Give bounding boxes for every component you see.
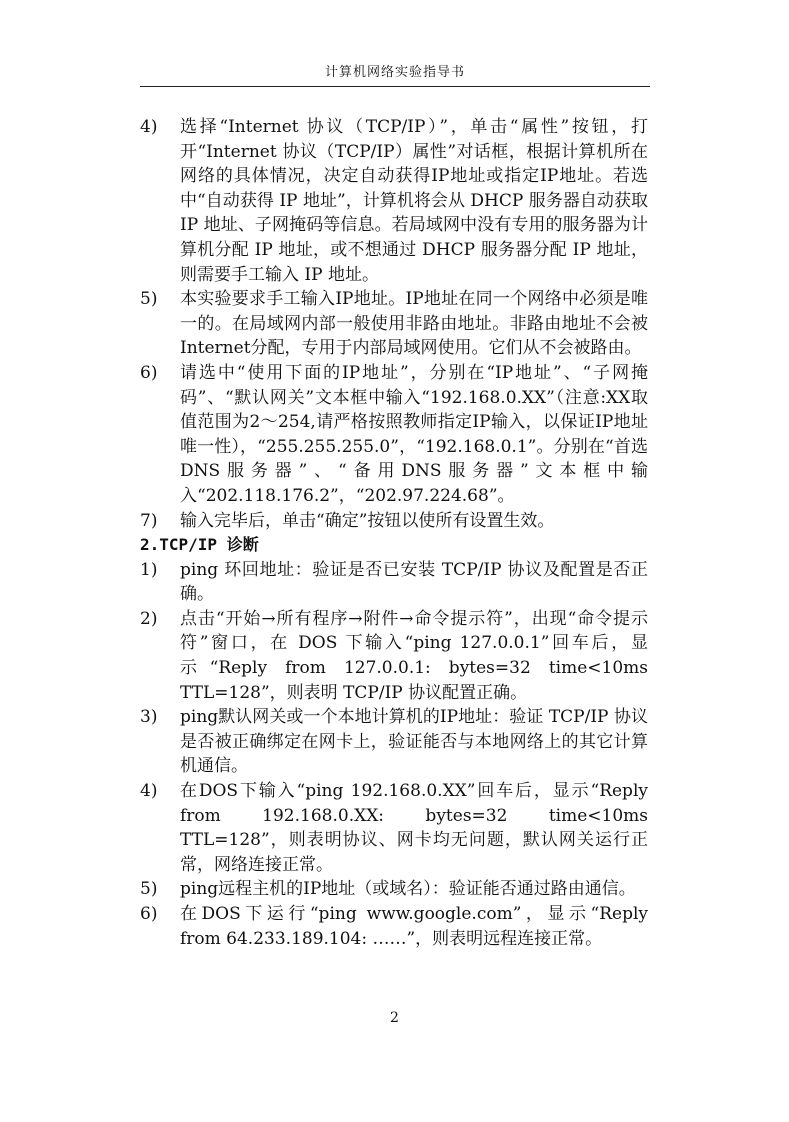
item-text: ping 环回地址：验证是否已安装 TCP/IP 协议及配置是否正确。 [180, 559, 648, 605]
item-number: 2) [140, 608, 158, 629]
list-item [140, 115, 648, 287]
item-text: ping默认网关或一个本地计算机的IP地址：验证 TCP/IP 协议是否被正确绑定在网卡上，验证能否与本地网络上的其它计算机通信。 [180, 707, 648, 777]
list-item [140, 361, 648, 509]
item-number: 3) [140, 707, 158, 728]
list-item [140, 509, 648, 534]
list-item [140, 607, 648, 705]
list-item [140, 558, 648, 607]
list-item [140, 902, 648, 951]
header-rule [140, 86, 650, 87]
item-number: 4) [140, 781, 158, 802]
item-text: ping远程主机的IP地址（或域名）：验证能否通过路由通信。 [180, 879, 636, 900]
item-text: 点击“开始→所有程序→附件→命令提示符”，出现“命令提示符”窗口，在 DOS 下输入“ping 127.0.0.1”回车后，显示“Reply from 127.0.0.1: bytes=32 time<10ms TTL=128”，则表明 TCP/IP 协议配置正确。 [180, 608, 648, 703]
item-number: 6) [140, 362, 158, 383]
running-header: 计算机网络实验指导书 [324, 65, 465, 80]
list-item [140, 779, 648, 877]
list-item [140, 877, 648, 902]
item-number: 6) [140, 904, 158, 924]
page-body [140, 115, 648, 951]
item-text: 选择“Internet 协议（TCP/IP）”，单击“属性”按钮，打开“Internet 协议（TCP/IP）属性”对话框，根据计算机所在网络的具体情况，决定自动获得IP地址或指定IP地址。若选中“自动获得 IP 地址”，计算机将会从 DHCP 服务器自动获取 IP 地址、子网掩码等信息。若局域网中没有专用的服务器为计算机分配 IP 地址，或不想通过 DHCP 服务器分配 IP 地址，则需要手工输入 IP 地址。 [180, 117, 648, 285]
item-number: 1) [140, 559, 158, 580]
list-item [140, 705, 648, 779]
item-number: 5) [140, 289, 158, 310]
item-number: 5) [140, 879, 158, 900]
item-text: 本实验要求手工输入IP地址。IP地址在同一个网络中必须是唯一的。在局域网内部一般使用非路由地址。非路由地址不会被Internet分配，专用于内部局域网使用。它们从不会被路由。 [180, 289, 648, 359]
item-text: 输入完毕后，单击“确定”按钮以使所有设置生效。 [180, 510, 555, 531]
item-text: 请选中“使用下面的IP地址”，分别在“IP地址”、“子网掩码”、“默认网关”文本框中输入“192.168.0.XX”（注意:XX取值范围为2～254,请严格按照教师指定IP输入，以保证IP地址唯一性），“255.255.255.0”，“192.168.0.1”。分别在“首选DNS服务器”、“备用DNS服务器”文本框中输入“202.118.176.2”，“202.97.224.68”。 [180, 362, 648, 506]
item-text: 在DOS下运行“ping www.google.com”，显示“Reply from 64.233.189.104: ……”，则表明远程连接正常。 [180, 904, 648, 949]
item-number: 4) [140, 117, 158, 137]
item-text: 在DOS下输入“ping 192.168.0.XX”回车后，显示“Reply from 192.168.0.XX: bytes=32 time<10ms TTL=128”，则表明协议、网卡均无问题，默认网关运行正常，网络连接正常。 [180, 781, 648, 875]
section-heading: 2.TCP/IP 诊断 [140, 535, 259, 555]
page-number: 2 [390, 1010, 399, 1026]
list-item [140, 287, 648, 361]
item-number: 7) [140, 510, 158, 531]
